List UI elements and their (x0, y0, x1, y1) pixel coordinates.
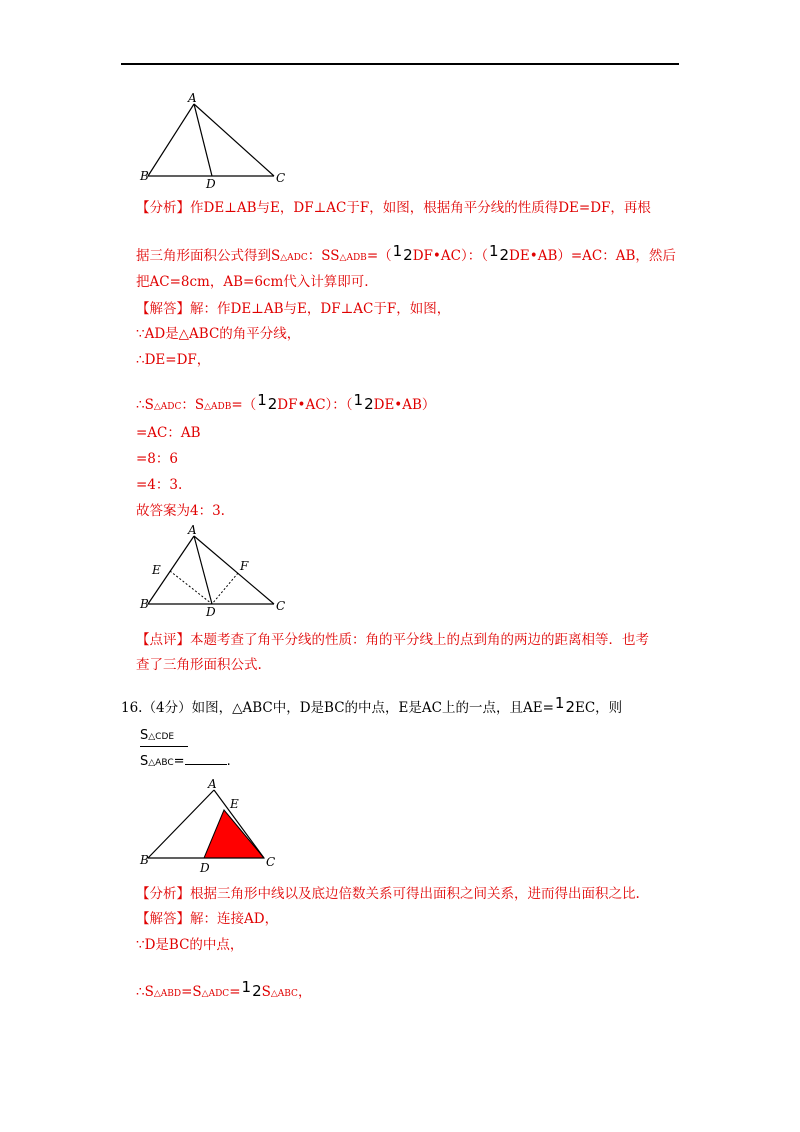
label-d: D (206, 605, 216, 619)
edge-ac (194, 536, 274, 604)
analysis-15-line1: 【分析】作DE⊥AB与E，DF⊥AC于F，如图，根据角平分线的性质得DE=DF，再根 (136, 200, 651, 216)
label-a: A (188, 523, 197, 537)
analysis-15-line3: 把AC=8cm，AB=6cm代入计算即可. (136, 274, 369, 290)
label-e: E (230, 797, 239, 811)
edge-ab (148, 104, 194, 176)
perp-de (170, 571, 212, 604)
comment-15-line2: 查了三角形面积公式. (136, 657, 262, 673)
solution-15-line4: ∴S△ADC：S△ADB=（ 1 2DF•AC）：（ 1 2DE•AB） (136, 390, 436, 413)
ratio-denominator: S△ABC= . (140, 754, 231, 769)
label-c: C (276, 599, 286, 613)
edge-ad (194, 104, 212, 176)
comment-15-line1: 【点评】本题考查了角平分线的性质：角的平分线上的点到角的两边的距离相等．也考 (136, 632, 649, 648)
solution-15-line1: 【解答】解：作DE⊥AB与E，DF⊥AC于F，如图， (136, 301, 451, 317)
solution-16-line3: ∴S△ABD=S△ADC= 1 2S△ABC， (136, 977, 312, 1000)
figure-triangle-1 (140, 92, 290, 192)
solution-15-line3: ∴DE=DF， (136, 352, 211, 368)
label-f: F (240, 559, 249, 573)
label-a: A (188, 91, 197, 105)
analysis-15-line2: 据三角形面积公式得到S△ADC：SS△ADB=（ 1 2DF•AC）：（ 1 2DE•AB）=AC：AB，然后 (136, 241, 676, 264)
ratio-bar (140, 746, 188, 747)
header-rule (121, 63, 679, 65)
label-c: C (266, 855, 276, 869)
label-d: D (200, 861, 210, 875)
solution-15-line7: =4：3. (136, 477, 183, 493)
answer-blank (185, 752, 227, 765)
label-c: C (276, 171, 286, 185)
label-e: E (152, 563, 161, 577)
edge-ad (194, 536, 212, 604)
label-b: B (140, 853, 149, 867)
edge-ab (148, 790, 214, 858)
solution-15-line6: =8：6 (136, 451, 178, 467)
label-a: A (208, 777, 217, 791)
label-d: D (206, 177, 216, 191)
perp-df (212, 573, 238, 604)
solution-15-line8: 故答案为4：3. (136, 503, 225, 519)
solution-16-line2: ∵D是BC的中点， (136, 937, 244, 953)
figure-triangle-2 (140, 522, 300, 622)
label-b: B (140, 169, 149, 183)
solution-15-line2: ∵AD是△ABC的角平分线， (136, 326, 301, 342)
edge-ac (194, 104, 274, 176)
figure-triangle-3 (140, 778, 290, 873)
solution-15-line5: =AC：AB (136, 425, 201, 441)
analysis-16: 【分析】根据三角形中线以及底边倍数关系可得出面积之间关系，进而得出面积之比. (136, 886, 640, 902)
ratio-numerator: S△CDE (140, 728, 175, 743)
label-b: B (140, 597, 149, 611)
solution-16-line1: 【解答】解：连接AD， (136, 911, 279, 927)
question-16-line1: 16.（4分）如图，△ABC中，D是BC的中点，E是AC上的一点，且AE= 1 2EC，则 (121, 693, 623, 716)
